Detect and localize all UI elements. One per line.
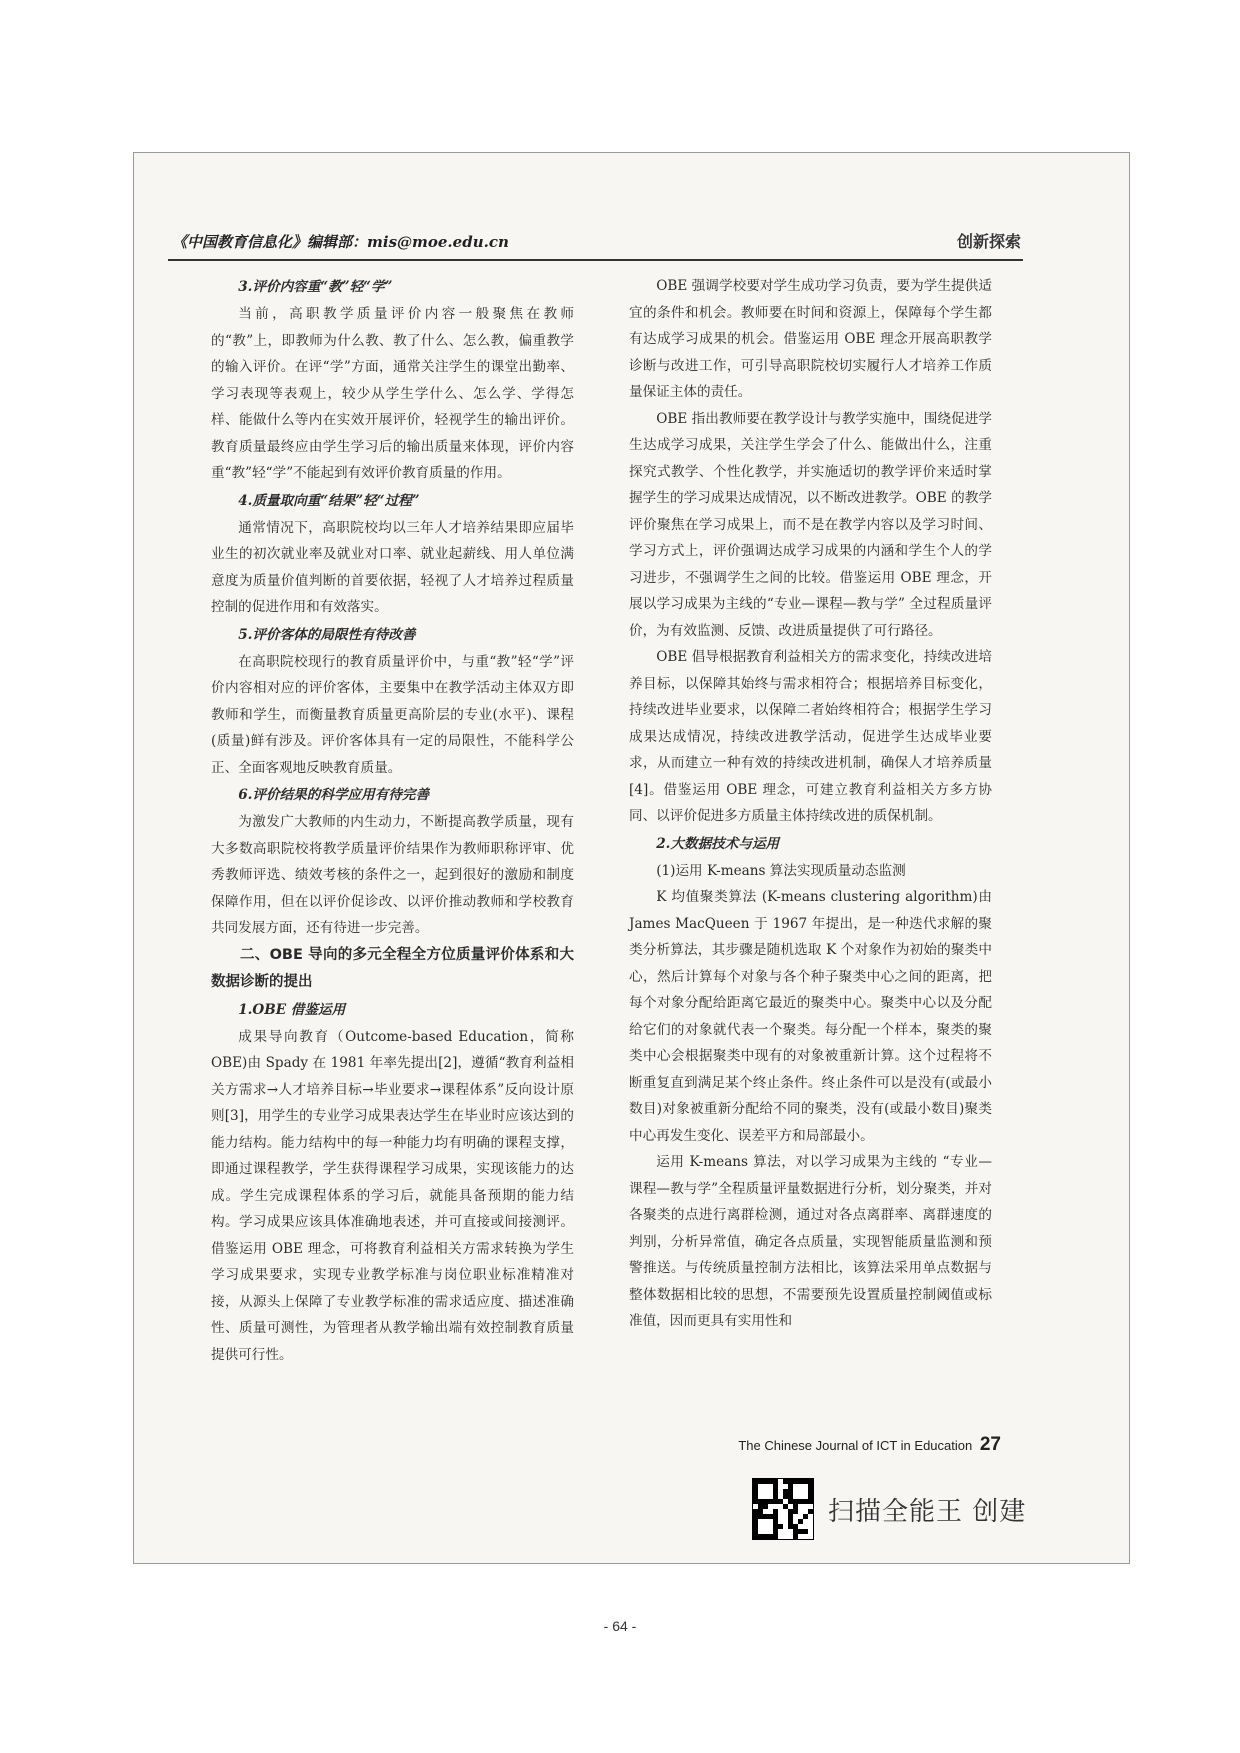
left-paragraph: 通常情况下，高职院校均以三年人才培养结果即应届毕业生的初次就业率及就业对口率、就业起薪线、用人单位满意度为质量价值判断的首要依据，轻视了人才培养过程质量控制的促进作用和有效落实。 xyxy=(211,519,574,615)
qr-module xyxy=(763,1504,768,1509)
right-paragraph: K 均值聚类算法 (K-means clustering algorithm)由 James MacQueen 于 1967 年提出，是一种迭代求解的聚类分析算法，其步骤是随机选取 K 个对象作为初始的聚类中心，然后计算每个对象与各个种子聚类中心之间的距离，把每个对象分配给距离它最近的聚类中心。聚类中心以及分配给它们的对象就代表一个聚类。每分配一个样本，聚类的聚类中心会根据聚类中现有的对象被重新计算。这个过程将不断重复直到满足某个终止条件。终止条件可以是没有(或最小数目)对象被重新分配给不同的聚类，没有(或最小数目)聚类中心再发生变化、误差平方和局部最小。 xyxy=(629,889,992,1144)
qr-module xyxy=(798,1519,803,1524)
page-header xyxy=(134,153,1129,263)
qr-module xyxy=(803,1529,808,1534)
qr-code-icon xyxy=(752,1478,814,1540)
left-paragraph: 在高职院校现行的教育质量评价中，与重“教”轻“学”评价内容相对应的评价客体，主要集中在教学活动主体双方即教师和学生，而衡量教育质量更高阶层的专业(水平)、课程(质量)鲜有涉及。评价客体具有一定的局限性，不能科学公正、全面客观地反映教育质量。 xyxy=(211,653,574,776)
right-paragraph: 运用 K-means 算法，对以学习成果为主线的 “专业—课程—教与学”全程质量评量数据进行分析，划分聚类，并对各聚类的点进行离群检测，通过对各点离群率、离群速度的判别，分析异常值，确定各点质量，实现智能质量监测和预警推送。与传统质量控制方法相比，该算法采用单点数据与整体数据相比较的思想，不需要预先设置质量控制阈值或标准值，因而更具有实用性和 xyxy=(629,1154,992,1329)
left-heading: 二、OBE 导向的多元全程全方位质量评价体系和大数据诊断的提出 xyxy=(211,946,574,990)
page-number: - 64 - xyxy=(603,1618,637,1634)
qr-module xyxy=(793,1509,798,1514)
qr-module xyxy=(793,1534,798,1539)
qr-module xyxy=(808,1509,813,1514)
left-paragraph: 当前，高职教学质量评价内容一般聚焦在教师的“教”上，即教师为什么教、教了什么、怎么教，偏重教学的输入评价。在评“学”方面，通常关注学生的课堂出勤率、学习表现等表观上，较少从学生学什么、怎么学、学得怎样、能做什么等内在实效开展评价，轻视学生的输出评价。教育质量最终应由学生学习后的输出质量来体现，评价内容重“教”轻“学”不能起到有效评价教育质量的作用。 xyxy=(211,306,574,481)
left-heading: 4.质量取向重“结果”轻“过程” xyxy=(238,492,420,509)
section-tag: 创新探索 xyxy=(956,232,1021,251)
footer-page-number: 27 xyxy=(979,1434,1001,1455)
left-heading: 5.评价客体的局限性有待改善 xyxy=(238,626,416,643)
left-heading: 3.评价内容重“教”轻“学” xyxy=(238,279,393,295)
scanned-page xyxy=(133,152,1130,1564)
left-paragraph: 成果导向教育（Outcome-based Education，简称 OBE)由 Spady 在 1981 年率先提出[2]，遵循“教育利益相关方需求→人才培养目标→毕业要求→课程体系”反向设计原则[3]，用学生的专业学习成果表达学生在毕业时应该达到的能力结构。能力结构中的每一种能力均有明确的课程支撑，即通过课程教学，学生获得课程学习成果，实现该能力的达成。学生完成课程体系的学习后，就能具备预期的能力结构。学习成果应该具体准确地表述，并可直接或间接测评。借鉴运用 OBE 理念，可将教育利益相关方需求转换为学生学习成果要求，实现专业教学标准与岗位职业标准精准对接，从源头上保障了专业教学标准的需求适应度、描述准确性、质量可测性，为管理者从教学输出端有效控制教育质量提供可行性。 xyxy=(211,1028,574,1363)
right-heading: (1)运用 K-means 算法实现质量动态监测 xyxy=(656,862,906,879)
journal-footer xyxy=(738,1434,1001,1456)
qr-finder xyxy=(753,1479,778,1504)
header-rule xyxy=(168,259,1023,261)
left-heading: 6.评价结果的科学应用有待完善 xyxy=(238,787,430,803)
journal-header: 《中国教育信息化》编辑部：mis@moe.edu.cn xyxy=(172,233,509,251)
scanner-watermark xyxy=(752,1478,1026,1540)
right-paragraph: OBE 指出教师要在教学设计与教学实施中，围绕促进学生达成学习成果，关注学生学会了什么、能做出什么，注重探究式教学、个性化教学，并实施适切的教学评价来适时掌握学生的学习成果达成情况，以不断改进教学。OBE 的教学评价聚焦在学习成果上，而不是在教学内容以及学习时间、学习方式上，评价强调达成学习成果的内涵和学生个人的学习进步，不强调学生之间的比较。借鉴运用 OBE 理念，开展以学习成果为主线的“专业—课程—教与学” 全过程质量评价，为有效监测、反馈、改进质量提供了可行路径。 xyxy=(629,410,992,639)
right-paragraph: OBE 倡导根据教育利益相关方的需求变化，持续改进培养目标，以保障其始终与需求相符合；根据培养目标变化，持续改进毕业要求，以保障二者始终相符合；根据学生学习成果达成情况，持续改进教学活动，促进学生达成毕业要求，从而建立一种有效的持续改进机制，确保人才培养质量[4]。借鉴运用 OBE 理念，可建立教育利益相关方多方协同、以评价促进多方质量主体持续改进的质保机制。 xyxy=(629,649,992,824)
qr-finder xyxy=(753,1514,778,1539)
qr-module xyxy=(803,1514,808,1519)
right-paragraph: OBE 强调学校要对学生成功学习负责，要为学生提供适宜的条件和机会。教师要在时间和资源上，保障每个学生都有达成学习成果的机会。借鉴运用 OBE 理念开展高职教学诊断与改进工作，可引导高职院校切实履行人才培养工作质量保证主体的责任。 xyxy=(629,278,992,400)
watermark-text: 扫描全能王 创建 xyxy=(828,1496,1027,1527)
right-heading: 2.大数据技术与运用 xyxy=(656,835,780,852)
footer-journal-name: The Chinese Journal of ICT in Education xyxy=(738,1438,973,1453)
left-heading: 1.OBE 借鉴运用 xyxy=(238,1001,346,1018)
qr-module xyxy=(778,1524,783,1529)
right-column xyxy=(629,273,992,1335)
qr-finder xyxy=(788,1479,813,1504)
left-column xyxy=(211,273,574,1368)
left-paragraph: 为激发广大教师的内生动力，不断提高教学质量，现有大多数高职院校将教学质量评价结果作为教师职称评审、优秀教师评选、绩效考核的条件之一，起到很好的激励和制度保障作用，但在以评价促诊改、以评价推动教师和学校教育共同发展方面，还有待进一步完善。 xyxy=(211,814,574,936)
